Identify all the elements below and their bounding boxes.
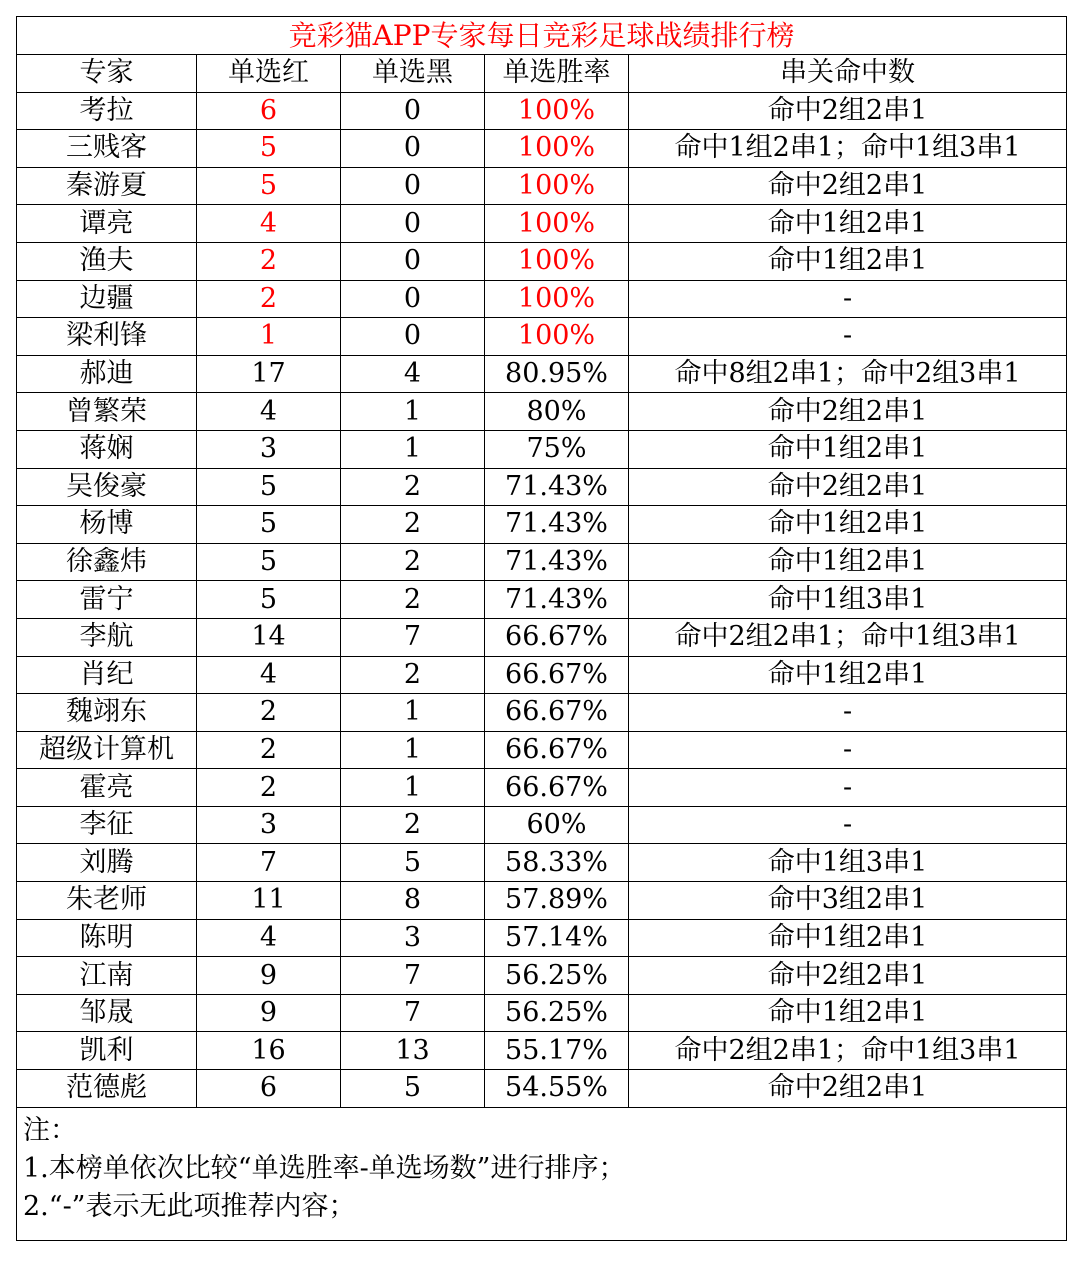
- single-red-cell: 6: [197, 92, 341, 130]
- combo-hits-cell: -: [629, 806, 1067, 844]
- expert-name-cell: 考拉: [17, 92, 197, 130]
- single-black-cell: 1: [341, 393, 485, 431]
- single-red-cell: 3: [197, 430, 341, 468]
- single-red-cell: 5: [197, 468, 341, 506]
- table-row: [17, 581, 1067, 619]
- single-win-rate-cell: 71.43%: [485, 506, 629, 544]
- combo-hits-cell: -: [629, 769, 1067, 807]
- expert-name-cell: 杨博: [17, 506, 197, 544]
- expert-name-cell: 蒋娴: [17, 430, 197, 468]
- single-red-cell: 2: [197, 242, 341, 280]
- single-black-cell: 0: [341, 92, 485, 130]
- single-win-rate-cell: 71.43%: [485, 468, 629, 506]
- single-red-cell: 4: [197, 393, 341, 431]
- single-win-rate-cell: 57.89%: [485, 882, 629, 920]
- expert-name-cell: 边疆: [17, 280, 197, 318]
- table-title: 竞彩猫APP专家每日竞彩足球战绩排行榜: [17, 17, 1067, 55]
- combo-hits-cell: 命中1组2串1: [629, 919, 1067, 957]
- single-red-cell: 5: [197, 581, 341, 619]
- single-win-rate-cell: 100%: [485, 92, 629, 130]
- single-black-cell: 2: [341, 806, 485, 844]
- single-win-rate-cell: 66.67%: [485, 769, 629, 807]
- table-row: [17, 318, 1067, 356]
- single-red-cell: 1: [197, 318, 341, 356]
- single-win-rate-cell: 100%: [485, 318, 629, 356]
- expert-name-cell: 范德彪: [17, 1070, 197, 1108]
- expert-name-cell: 超级计算机: [17, 731, 197, 769]
- single-black-cell: 1: [341, 430, 485, 468]
- combo-hits-cell: 命中2组2串1: [629, 167, 1067, 205]
- table-row: [17, 205, 1067, 243]
- combo-hits-cell: 命中1组3串1: [629, 844, 1067, 882]
- single-win-rate-cell: 57.14%: [485, 919, 629, 957]
- single-win-rate-cell: 55.17%: [485, 1032, 629, 1070]
- single-win-rate-cell: 54.55%: [485, 1070, 629, 1108]
- header-single-black: 单选黑: [341, 55, 485, 93]
- combo-hits-cell: 命中1组2串1: [629, 994, 1067, 1032]
- expert-name-cell: 秦游夏: [17, 167, 197, 205]
- single-win-rate-cell: 66.67%: [485, 618, 629, 656]
- expert-name-cell: 三贱客: [17, 130, 197, 168]
- single-black-cell: 0: [341, 130, 485, 168]
- combo-hits-cell: 命中8组2串1；命中2组3串1: [629, 355, 1067, 393]
- ranking-sheet: [16, 16, 1066, 1241]
- table-row: [17, 280, 1067, 318]
- single-red-cell: 7: [197, 844, 341, 882]
- single-red-cell: 4: [197, 656, 341, 694]
- single-win-rate-cell: 75%: [485, 430, 629, 468]
- table-row: [17, 806, 1067, 844]
- expert-name-cell: 谭亮: [17, 205, 197, 243]
- single-win-rate-cell: 56.25%: [485, 994, 629, 1032]
- expert-name-cell: 徐鑫炜: [17, 543, 197, 581]
- single-black-cell: 7: [341, 994, 485, 1032]
- header-expert: 专家: [17, 55, 197, 93]
- table-row: [17, 167, 1067, 205]
- single-win-rate-cell: 56.25%: [485, 957, 629, 995]
- expert-name-cell: 刘腾: [17, 844, 197, 882]
- combo-hits-cell: 命中2组2串1: [629, 1070, 1067, 1108]
- single-win-rate-cell: 66.67%: [485, 656, 629, 694]
- notes-cell: [17, 1107, 1067, 1240]
- single-black-cell: 0: [341, 280, 485, 318]
- single-red-cell: 2: [197, 280, 341, 318]
- table-row: [17, 957, 1067, 995]
- table-row: [17, 242, 1067, 280]
- single-red-cell: 5: [197, 167, 341, 205]
- single-black-cell: 1: [341, 694, 485, 732]
- combo-hits-cell: 命中2组2串1；命中1组3串1: [629, 1032, 1067, 1070]
- expert-name-cell: 李航: [17, 618, 197, 656]
- single-red-cell: 4: [197, 205, 341, 243]
- single-black-cell: 2: [341, 581, 485, 619]
- single-win-rate-cell: 100%: [485, 205, 629, 243]
- single-red-cell: 17: [197, 355, 341, 393]
- table-row: [17, 618, 1067, 656]
- header-row: [17, 55, 1067, 93]
- ranking-table: [16, 16, 1067, 1241]
- expert-name-cell: 魏翊东: [17, 694, 197, 732]
- combo-hits-cell: -: [629, 731, 1067, 769]
- combo-hits-cell: 命中3组2串1: [629, 882, 1067, 920]
- single-black-cell: 0: [341, 318, 485, 356]
- expert-name-cell: 梁利锋: [17, 318, 197, 356]
- single-red-cell: 3: [197, 806, 341, 844]
- combo-hits-cell: 命中1组3串1: [629, 581, 1067, 619]
- expert-name-cell: 朱老师: [17, 882, 197, 920]
- expert-name-cell: 渔夫: [17, 242, 197, 280]
- single-win-rate-cell: 100%: [485, 130, 629, 168]
- expert-name-cell: 邹晟: [17, 994, 197, 1032]
- combo-hits-cell: 命中2组2串1: [629, 957, 1067, 995]
- combo-hits-cell: 命中2组2串1；命中1组3串1: [629, 618, 1067, 656]
- title-row: [17, 17, 1067, 55]
- expert-name-cell: 江南: [17, 957, 197, 995]
- combo-hits-cell: -: [629, 318, 1067, 356]
- header-combo-hits: 串关命中数: [629, 55, 1067, 93]
- single-red-cell: 16: [197, 1032, 341, 1070]
- single-red-cell: 6: [197, 1070, 341, 1108]
- single-black-cell: 2: [341, 468, 485, 506]
- single-red-cell: 11: [197, 882, 341, 920]
- combo-hits-cell: 命中2组2串1: [629, 468, 1067, 506]
- table-row: [17, 994, 1067, 1032]
- single-black-cell: 2: [341, 506, 485, 544]
- combo-hits-cell: -: [629, 280, 1067, 318]
- expert-name-cell: 郝迪: [17, 355, 197, 393]
- single-win-rate-cell: 71.43%: [485, 581, 629, 619]
- single-red-cell: 2: [197, 769, 341, 807]
- table-row: [17, 1070, 1067, 1108]
- single-red-cell: 4: [197, 919, 341, 957]
- combo-hits-cell: 命中1组2串1: [629, 430, 1067, 468]
- single-win-rate-cell: 58.33%: [485, 844, 629, 882]
- notes-heading: 注：: [23, 1114, 77, 1146]
- table-row: [17, 393, 1067, 431]
- single-red-cell: 9: [197, 994, 341, 1032]
- single-win-rate-cell: 66.67%: [485, 694, 629, 732]
- note-dash-meaning: 2.“-”表示无此项推荐内容；: [23, 1190, 356, 1222]
- single-black-cell: 1: [341, 731, 485, 769]
- single-black-cell: 4: [341, 355, 485, 393]
- single-win-rate-cell: 100%: [485, 242, 629, 280]
- single-black-cell: 8: [341, 882, 485, 920]
- single-black-cell: 0: [341, 167, 485, 205]
- table-row: [17, 355, 1067, 393]
- single-red-cell: 2: [197, 694, 341, 732]
- combo-hits-cell: 命中1组2串1: [629, 543, 1067, 581]
- single-win-rate-cell: 100%: [485, 280, 629, 318]
- table-row: [17, 694, 1067, 732]
- single-black-cell: 0: [341, 242, 485, 280]
- single-red-cell: 5: [197, 506, 341, 544]
- expert-name-cell: 肖纪: [17, 656, 197, 694]
- table-row: [17, 468, 1067, 506]
- single-win-rate-cell: 66.67%: [485, 731, 629, 769]
- expert-name-cell: 霍亮: [17, 769, 197, 807]
- single-red-cell: 5: [197, 130, 341, 168]
- single-win-rate-cell: 100%: [485, 167, 629, 205]
- single-win-rate-cell: 80%: [485, 393, 629, 431]
- notes-row: [17, 1107, 1067, 1240]
- single-black-cell: 13: [341, 1032, 485, 1070]
- single-black-cell: 0: [341, 205, 485, 243]
- single-black-cell: 5: [341, 844, 485, 882]
- table-row: [17, 919, 1067, 957]
- table-row: [17, 430, 1067, 468]
- single-black-cell: 7: [341, 618, 485, 656]
- expert-name-cell: 吴俊豪: [17, 468, 197, 506]
- combo-hits-cell: 命中2组2串1: [629, 393, 1067, 431]
- single-red-cell: 9: [197, 957, 341, 995]
- combo-hits-cell: 命中1组2串1: [629, 242, 1067, 280]
- single-red-cell: 14: [197, 618, 341, 656]
- single-black-cell: 1: [341, 769, 485, 807]
- single-red-cell: 5: [197, 543, 341, 581]
- single-win-rate-cell: 80.95%: [485, 355, 629, 393]
- header-single-win-rate: 单选胜率: [485, 55, 629, 93]
- combo-hits-cell: 命中2组2串1: [629, 92, 1067, 130]
- expert-name-cell: 李征: [17, 806, 197, 844]
- combo-hits-cell: 命中1组2串1: [629, 205, 1067, 243]
- combo-hits-cell: 命中1组2串1；命中1组3串1: [629, 130, 1067, 168]
- table-row: [17, 769, 1067, 807]
- single-black-cell: 2: [341, 656, 485, 694]
- expert-name-cell: 凯利: [17, 1032, 197, 1070]
- combo-hits-cell: -: [629, 694, 1067, 732]
- table-row: [17, 506, 1067, 544]
- table-row: [17, 882, 1067, 920]
- table-row: [17, 656, 1067, 694]
- single-red-cell: 2: [197, 731, 341, 769]
- table-row: [17, 92, 1067, 130]
- single-black-cell: 2: [341, 543, 485, 581]
- expert-name-cell: 陈明: [17, 919, 197, 957]
- table-row: [17, 731, 1067, 769]
- table-row: [17, 1032, 1067, 1070]
- table-row: [17, 130, 1067, 168]
- combo-hits-cell: 命中1组2串1: [629, 506, 1067, 544]
- table-row: [17, 844, 1067, 882]
- single-black-cell: 5: [341, 1070, 485, 1108]
- expert-name-cell: 曾繁荣: [17, 393, 197, 431]
- single-win-rate-cell: 71.43%: [485, 543, 629, 581]
- expert-name-cell: 雷宁: [17, 581, 197, 619]
- single-black-cell: 7: [341, 957, 485, 995]
- single-black-cell: 3: [341, 919, 485, 957]
- header-single-red: 单选红: [197, 55, 341, 93]
- combo-hits-cell: 命中1组2串1: [629, 656, 1067, 694]
- single-win-rate-cell: 60%: [485, 806, 629, 844]
- table-row: [17, 543, 1067, 581]
- note-sorting: 1.本榜单依次比较“单选胜率-单选场数”进行排序；: [23, 1152, 626, 1184]
